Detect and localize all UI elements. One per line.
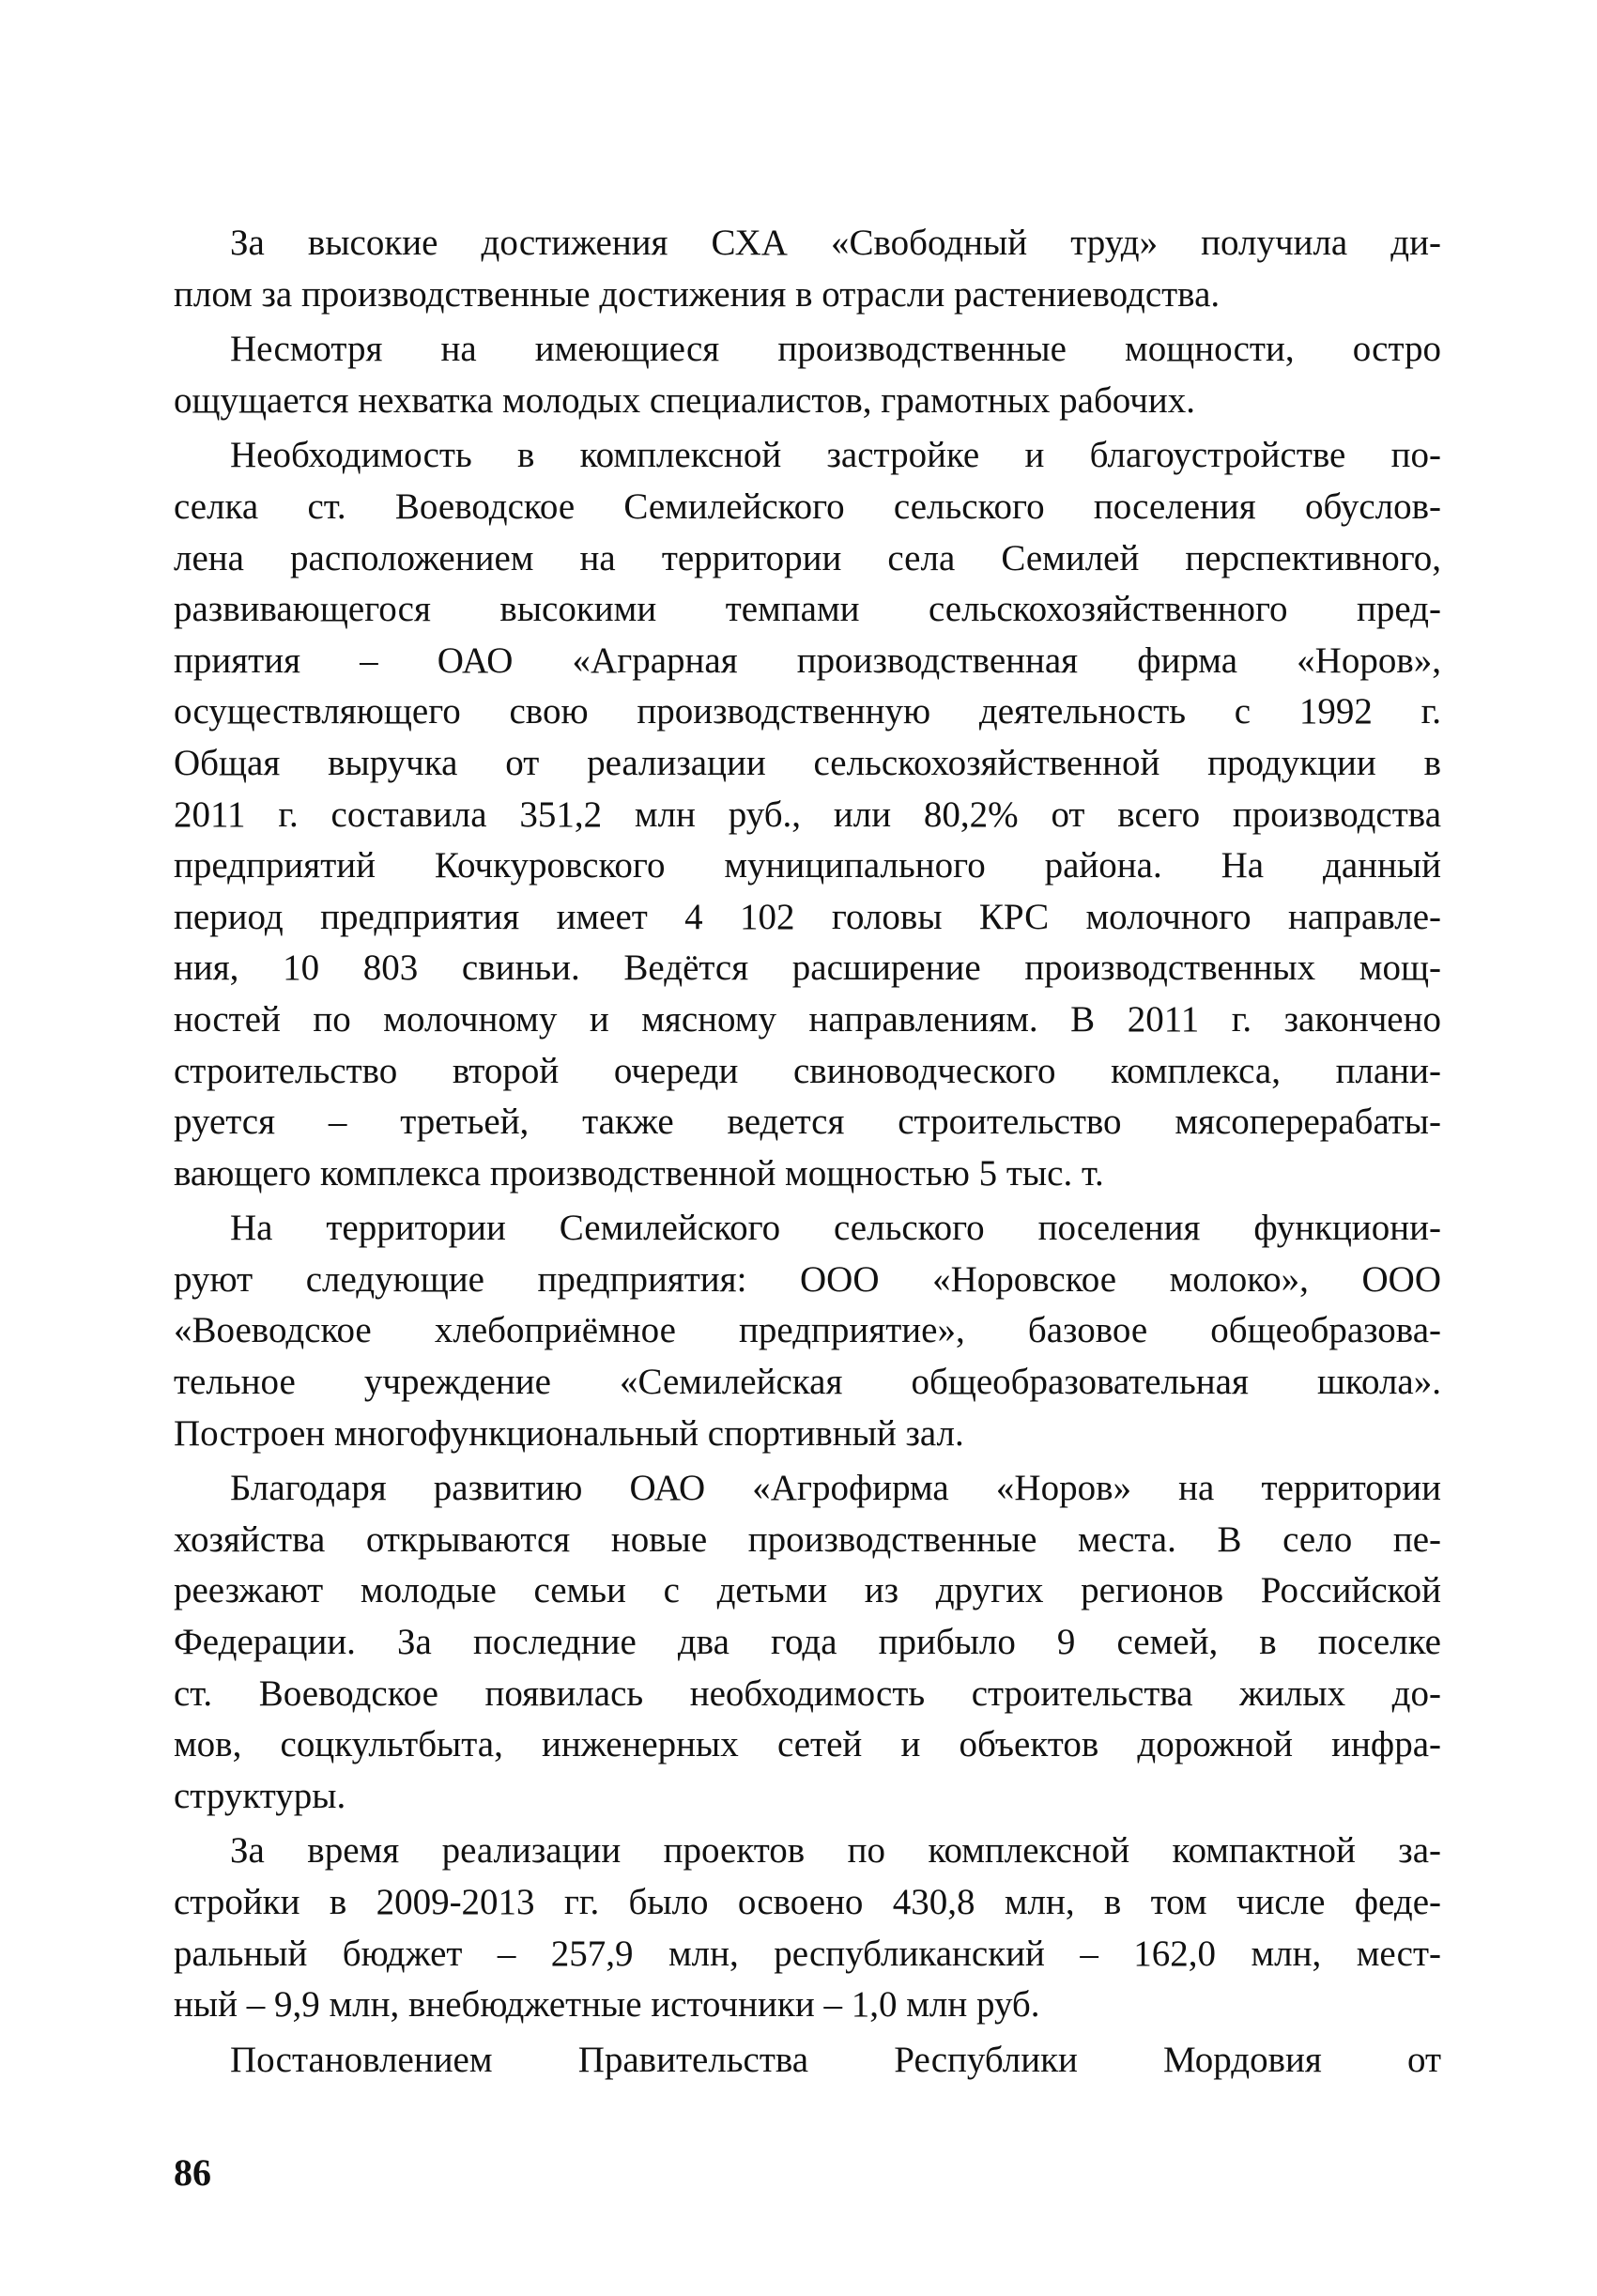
text-line: лена расположением на территории села Семилей перспективного, <box>174 537 1441 578</box>
page-body <box>174 218 1441 2086</box>
text-line: хозяйства открываются новые производственные места. В село пе- <box>174 1518 1441 1560</box>
text-line: ностей по молочному и мясному направлениям. В 2011 г. закончено <box>174 998 1441 1040</box>
text-line: руют следующие предприятия: ООО «Норовское молоко», ООО <box>174 1258 1441 1300</box>
text-line: 2011 г. составила 351,2 млн руб., или 80,2% от всего производства <box>174 794 1441 835</box>
text-line: ный – 9,9 млн, внебюджетные источники – 1,0 млн руб. <box>174 1984 1040 2026</box>
text-line: Постановлением Правительства Республики Мордовия от <box>230 2039 1441 2080</box>
text-line: реезжают молодые семьи с детьми из других регионов Российской <box>174 1570 1441 1611</box>
text-line: строительство второй очереди свиноводческого комплекса, плани- <box>174 1050 1441 1091</box>
text-line: мов, соцкультбыта, инженерных сетей и объектов дорожной инфра- <box>174 1724 1441 1765</box>
page-number: 86 <box>174 2151 211 2194</box>
text-line: предприятий Кочкуровского муниципального района. На данный <box>174 845 1441 886</box>
text-line: За время реализации проектов по комплексной компактной за- <box>230 1830 1441 1872</box>
text-line: ощущается нехватка молодых специалистов, грамотных рабочих. <box>174 379 1196 421</box>
text-line: развивающегося высокими темпами сельскохозяйственного пред- <box>174 589 1441 630</box>
text-line: Общая выручка от реализации сельскохозяйственной продукции в <box>174 742 1441 783</box>
text-line: период предприятия имеет 4 102 головы КРС молочного направле- <box>174 896 1441 937</box>
text-line: вающего комплекса производственной мощностью 5 тыс. т. <box>174 1152 1104 1194</box>
text-line: тельное учреждение «Семилейская общеобразовательная школа». <box>174 1362 1441 1403</box>
text-line: осуществляющего свою производственную деятельность с 1992 г. <box>174 691 1441 732</box>
text-line: Построен многофункциональный спортивный зал. <box>174 1412 964 1454</box>
text-line: Федерации. За последние два года прибыло 9 семей, в поселке <box>174 1622 1441 1663</box>
paragraph <box>174 1826 1441 2030</box>
text-line: Несмотря на имеющиеся производственные мощности, остро <box>230 329 1441 370</box>
text-line: ст. Воеводское появилась необходимость строительства жилых до- <box>174 1672 1441 1714</box>
text-line: селка ст. Воеводское Семилейского сельского поселения обуслов- <box>174 485 1441 527</box>
text-line: ральный бюджет – 257,9 млн, республиканский – 162,0 млн, мест- <box>174 1933 1441 1974</box>
text-line: За высокие достижения СХА «Свободный труд» получила ди- <box>230 223 1441 263</box>
paragraph <box>174 2035 1441 2087</box>
text-line: приятия – ОАО «Аграрная производственная фирма «Норов», <box>174 639 1441 681</box>
paragraph <box>174 218 1441 320</box>
text-line: структуры. <box>174 1775 346 1816</box>
text-line: руется – третьей, также ведется строительство мясоперерабаты- <box>174 1102 1441 1143</box>
text-line: плом за производственные достижения в отрасли растениеводства. <box>174 273 1221 315</box>
text-line: ния, 10 803 свиньи. Ведётся расширение производственных мощ- <box>174 948 1441 989</box>
paragraph <box>174 430 1441 1199</box>
text-line: Благодаря развитию ОАО «Агрофирма «Норов» на территории <box>230 1468 1441 1509</box>
paragraph <box>174 1463 1441 1822</box>
paragraph <box>174 1203 1441 1459</box>
text-line: «Воеводское хлебоприёмное предприятие», базовое общеобразова- <box>174 1310 1441 1351</box>
text-line: стройки в 2009-2013 гг. было освоено 430,8 млн, в том числе феде- <box>174 1882 1441 1922</box>
paragraph <box>174 324 1441 426</box>
text-line: На территории Семилейского сельского поселения функциони- <box>230 1208 1441 1249</box>
text-line: Необходимость в комплексной застройке и благоустройстве по- <box>230 435 1441 476</box>
